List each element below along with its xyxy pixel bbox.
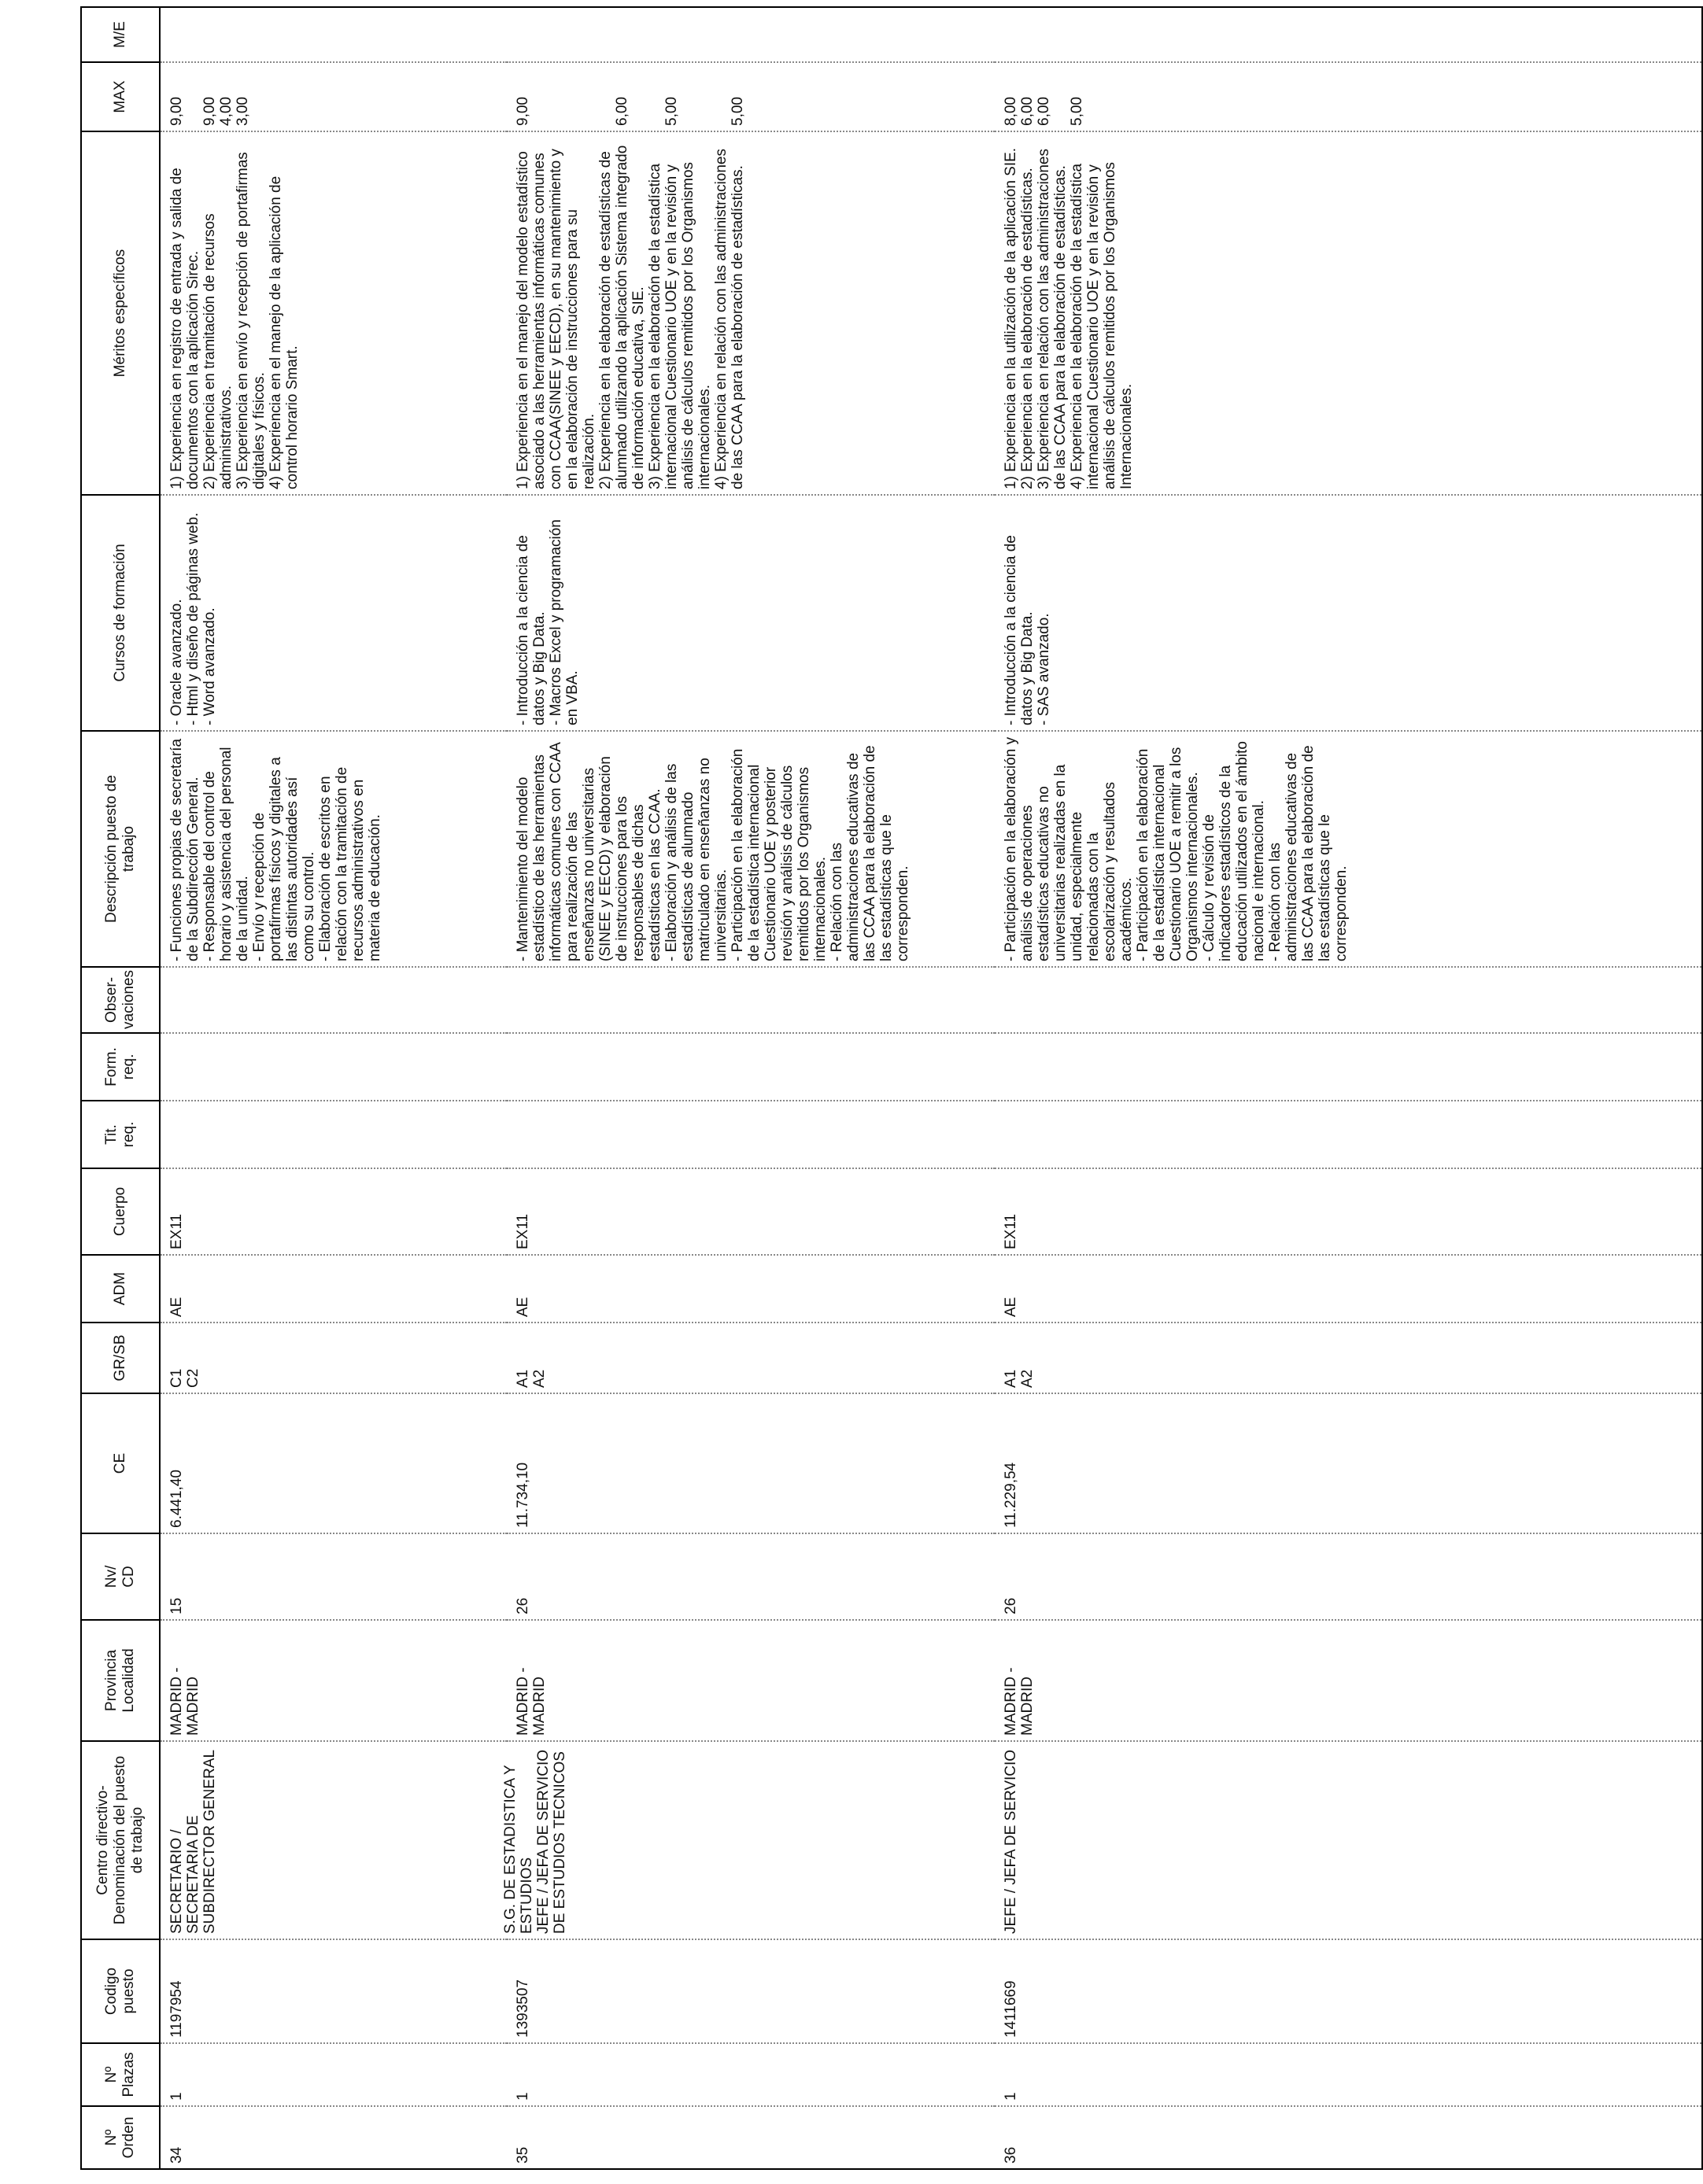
cell-form	[507, 1033, 995, 1101]
header-meritos: Méritos específicos	[81, 131, 160, 495]
cell-obs	[995, 967, 1702, 1033]
table-row	[160, 7, 507, 2169]
cell-centro-name: SECRETARIO / SECRETARIA DE SUBDIRECTOR GENERAL	[168, 1749, 218, 1934]
cell-descripcion: - Participación en la elaboración y análisis de operaciones estadísticas educativas no universitarias realizadas en la unidad, especialmente relacionadas con la escolarización y resultados académicos. - Participación en la elaboración de la estadística internacional Cuestionario UOE a remitir a los Organismos internacionales. - Cálculo y revisión de indicadores estadísticos de la educación utilizados en el ámbito nacional e internacional. - Relación con las administraciones educativas de las CCAA para la elaboración de las estadísticas que le corresponden.	[995, 731, 1702, 967]
cell-cuerpo: EX11	[160, 1168, 507, 1255]
cell-codigo: 1411669	[995, 1939, 1702, 2043]
cell-meritos: 1) Experiencia en el manejo del modelo estadístico asociado a las herramientas informáticas comunes con CCAA(SINEE y EECD), en su mantenimiento y en la elaboración de instrucciones para su realización. 2) Experiencia en la elaboración de estadísticas de alumnado utilizando la aplicación Sistema integrado de información educativa, SIE. 3) Experiencia en la elaboración de la estadística internacional Cuestionario UOE y en la revisión y análisis de cálculos remitidos por los Organismos internacionales. 4) Experiencia en relación con las administraciones de las CCAA para la elaboración de estadísticas.	[507, 131, 995, 495]
header-me: M/E	[81, 7, 160, 62]
header-descripcion: Descripción puesto de trabajo	[81, 731, 160, 967]
cell-orden: 36	[995, 2106, 1702, 2169]
header-nivel: Nv/ CD	[81, 1533, 160, 1620]
header-cuerpo: Cuerpo	[81, 1168, 160, 1255]
cell-adm: AE	[507, 1255, 995, 1323]
cell-adm: AE	[995, 1255, 1702, 1323]
cell-centro-prefix: S.G. DE ESTADISTICA Y ESTUDIOS	[502, 1765, 535, 1934]
header-codigo: Codigo puesto	[81, 1939, 160, 2043]
cell-grupo: A1 A2	[507, 1323, 995, 1393]
cell-max: 8,00 6,00 6,00 5,00	[995, 62, 1702, 131]
header-ce: CE	[81, 1393, 160, 1533]
cell-descripcion: - Mantenimiento del modelo estadístico de las herramientas informáticas comunes con CCAA para realización de las enseñanzas no universitarias (SINEE y EECD) y elaboración de instrucciones para los responsables de dichas estadísticas en las CCAA. - Elaboración y análisis de las estadísticas de alumnado matriculado en enseñanzas no universitarias. - Participación en la elaboración de la estadística internacional Cuestionario UOE y posterior revisión y análisis de cálculos remitidos por los Organismos internacionales. - Relación con las administraciones educativas de las CCAA para la elaboración de las estadísticas que le corresponden.	[507, 731, 995, 967]
cell-centro	[995, 1741, 1702, 1939]
header-orden: Nº Orden	[81, 2106, 160, 2169]
cell-provincia: MADRID - MADRID	[160, 1620, 507, 1741]
cell-provincia: MADRID - MADRID	[507, 1620, 995, 1741]
cell-descripcion: - Funciones propias de secretaría de la Subdirección General. - Responsable del control de horario y asistencia del personal de la unidad. - Envío y recepción de portafirmas físicos y digitales a las distintas autoridades así como su control. - Elaboración de escritos en relación con la tramitación de recursos administrativos en materia de educación.	[160, 731, 507, 967]
header-obs: Obser- vaciones	[81, 967, 160, 1033]
cell-adm: AE	[160, 1255, 507, 1323]
cell-codigo: 1197954	[160, 1939, 507, 2043]
header-cursos: Cursos de formación	[81, 495, 160, 731]
rotated-table-container	[80, 8, 1656, 2170]
cell-plazas: 1	[160, 2043, 507, 2106]
cell-provincia: MADRID - MADRID	[995, 1620, 1702, 1741]
cell-cuerpo: EX11	[507, 1168, 995, 1255]
cell-tit	[995, 1101, 1702, 1168]
cell-obs	[160, 967, 507, 1033]
cell-ce: 11.229,54	[995, 1393, 1702, 1533]
cell-orden: 34	[160, 2106, 507, 2169]
header-form: Form. req.	[81, 1033, 160, 1101]
header-centro: Centro directivo- Denominación del puesto de trabajo	[81, 1741, 160, 1939]
header-provincia: Provincia Localidad	[81, 1620, 160, 1741]
cell-cursos: - Introducción a la ciencia de datos y Big Data. - SAS avanzado.	[995, 495, 1702, 731]
cell-nivel: 26	[507, 1533, 995, 1620]
cell-max: 9,00 6,00 5,00 5,00	[507, 62, 995, 131]
cell-tit	[160, 1101, 507, 1168]
cell-max: 9,00 9,00 4,00 3,00	[160, 62, 507, 131]
cell-orden: 35	[507, 2106, 995, 2169]
cell-meritos: 1) Experiencia en registro de entrada y salida de documentos con la aplicación Sirec. 2) Experiencia en tramitación de recursos administrativos. 3) Experiencia en envío y recepción de portafirmas digitales y físicos. 4) Experiencia en el manejo de la aplicación de control horario Smart.	[160, 131, 507, 495]
table-row	[507, 7, 995, 2169]
cell-plazas: 1	[507, 2043, 995, 2106]
header-plazas: Nº Plazas	[81, 2043, 160, 2106]
cell-form	[995, 1033, 1702, 1101]
header-max: MAX	[81, 62, 160, 131]
cell-codigo: 1393507	[507, 1939, 995, 2043]
cell-centro	[502, 1741, 995, 1939]
cell-me	[995, 7, 1702, 62]
cell-form	[160, 1033, 507, 1101]
cell-cursos: - Introducción a la ciencia de datos y Big Data. - Macros Excel y programación en VBA.	[507, 495, 995, 731]
cell-cursos: - Oracle avanzado. - Html y diseño de páginas web. - Word avanzado.	[160, 495, 507, 731]
cell-ce: 11.734,10	[507, 1393, 995, 1533]
cell-nivel: 15	[160, 1533, 507, 1620]
header-adm: ADM	[81, 1255, 160, 1323]
cell-grupo: C1 C2	[160, 1323, 507, 1393]
cell-nivel: 26	[995, 1533, 1702, 1620]
cell-me	[160, 7, 507, 62]
cell-cuerpo: EX11	[995, 1168, 1702, 1255]
cell-meritos: 1) Experiencia en la utilización de la aplicación SIE. 2) Experiencia en la elaboración de estadísticas. 3) Experiencia en relación con las administraciones de las CCAA para la elaboración de estadísticas. 4) Experiencia en la elaboración de la estadística internacional Cuestionario UOE y en la revisión y análisis de cálculos remitidos por los Organismos Internacionales.	[995, 131, 1702, 495]
header-tit: Tit. req.	[81, 1101, 160, 1168]
cell-me	[507, 7, 995, 62]
cell-obs	[507, 967, 995, 1033]
header-row	[81, 7, 160, 2169]
cell-tit	[507, 1101, 995, 1168]
cell-centro-name: JEFE / JEFA DE SERVICIO	[1003, 1749, 1019, 1934]
cell-grupo: A1 A2	[995, 1323, 1702, 1393]
cell-plazas: 1	[995, 2043, 1702, 2106]
cell-centro-name: JEFE / JEFA DE SERVICIO DE ESTUDIOS TECNICOS	[535, 1749, 568, 1934]
header-grupo: GR/SB	[81, 1323, 160, 1393]
cell-centro	[160, 1741, 507, 1939]
table-row	[995, 7, 1702, 2169]
job-positions-table	[80, 6, 1703, 2170]
cell-ce: 6.441,40	[160, 1393, 507, 1533]
